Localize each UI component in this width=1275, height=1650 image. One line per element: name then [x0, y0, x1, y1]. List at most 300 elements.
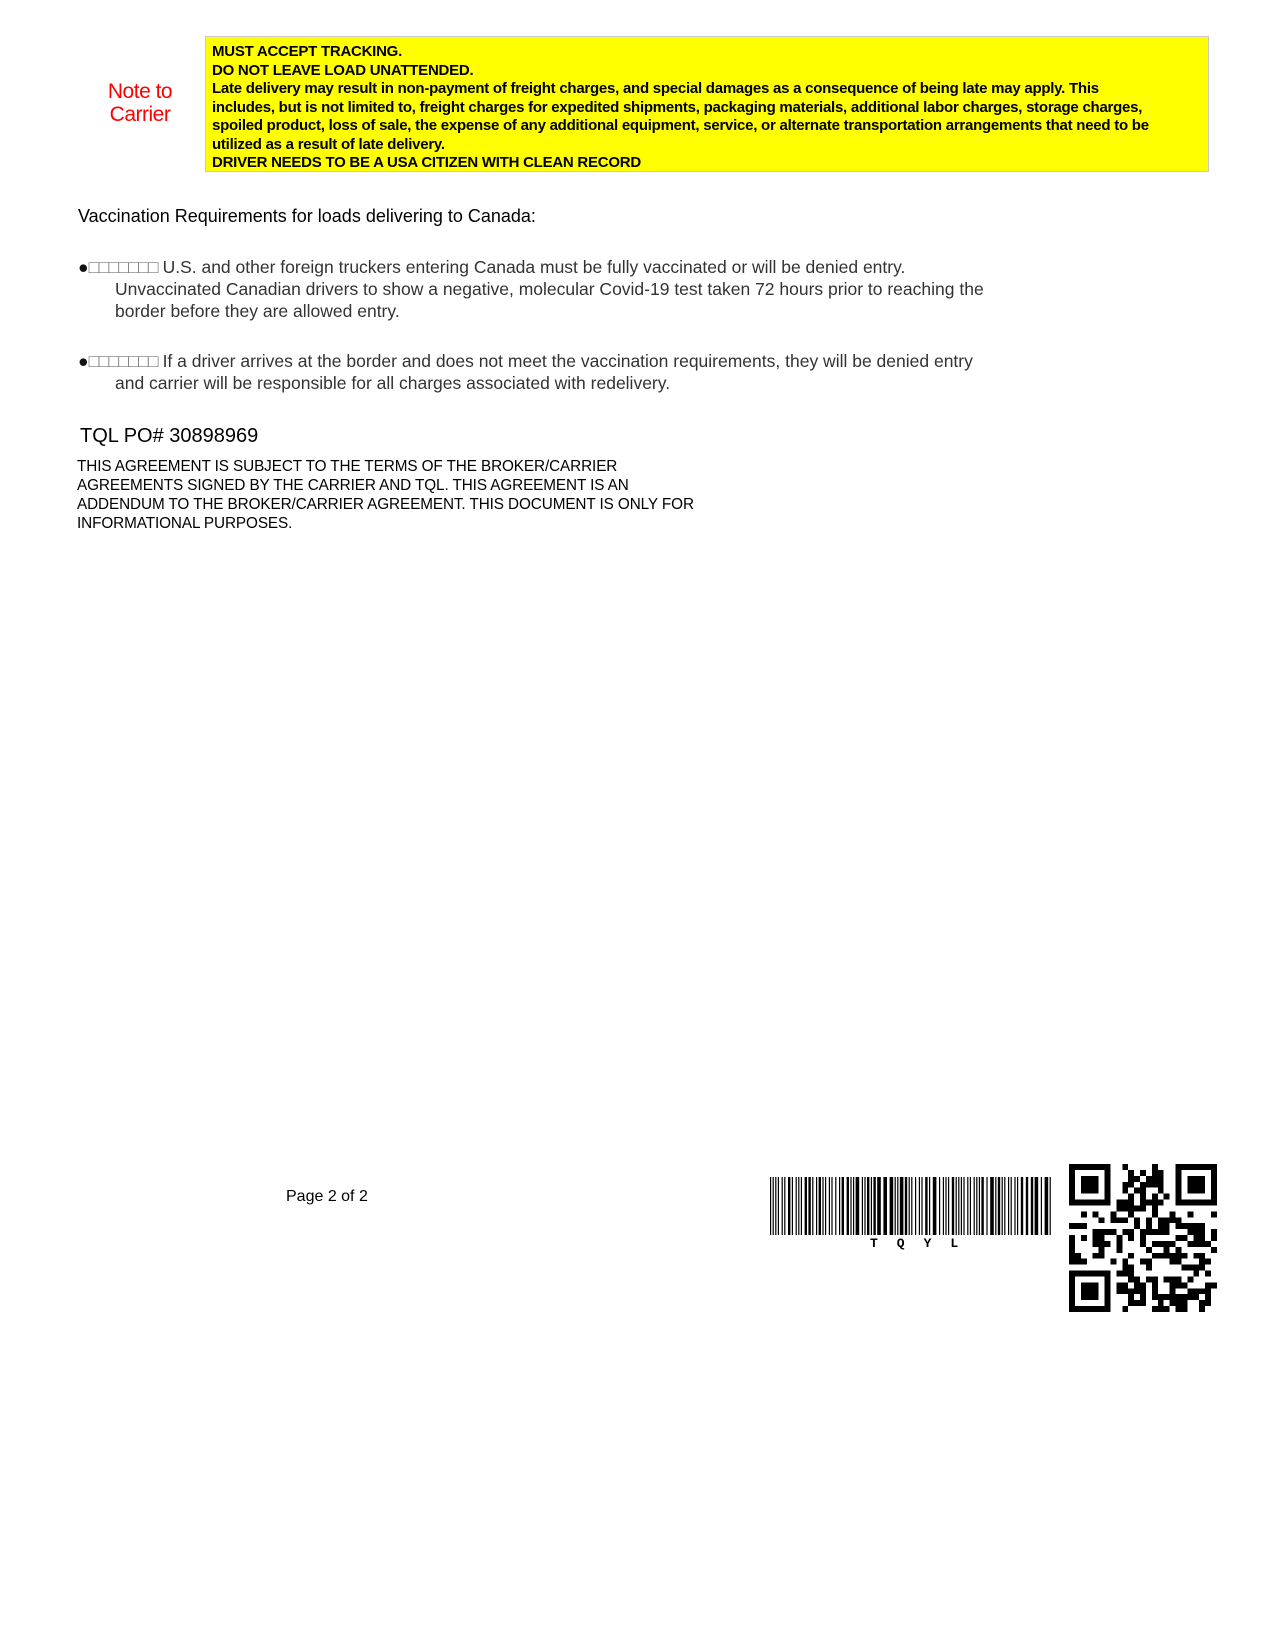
qr-module [1128, 1176, 1134, 1182]
barcode-bar [961, 1177, 962, 1235]
qr-module [1211, 1235, 1217, 1241]
qr-module [1081, 1235, 1087, 1241]
qr-module [1069, 1276, 1075, 1282]
qr-module [1164, 1306, 1170, 1312]
qr-module [1140, 1229, 1146, 1235]
qr-module [1164, 1241, 1170, 1247]
qr-module [1211, 1247, 1217, 1253]
barcode-bar [1041, 1177, 1042, 1235]
qr-module [1193, 1294, 1199, 1300]
bullet-icon: ● [78, 351, 89, 371]
qr-module [1069, 1282, 1075, 1288]
placeholder-boxes: □□□□□□□ [88, 351, 158, 371]
qr-module [1176, 1235, 1182, 1241]
qr-module [1093, 1241, 1099, 1247]
qr-module [1193, 1223, 1199, 1229]
qr-module [1199, 1188, 1205, 1194]
qr-module [1122, 1200, 1128, 1206]
qr-module [1134, 1300, 1140, 1306]
barcode-bar [847, 1177, 849, 1235]
qr-module [1187, 1229, 1193, 1235]
qr-module [1193, 1229, 1199, 1235]
qr-module [1205, 1300, 1211, 1306]
qr-module [1146, 1229, 1152, 1235]
barcode-bar [890, 1177, 894, 1235]
qr-module [1152, 1200, 1158, 1206]
qr-module [1199, 1223, 1205, 1229]
barcode-bar [792, 1177, 793, 1235]
qr-module [1199, 1164, 1205, 1170]
qr-module [1099, 1164, 1105, 1170]
barcode-bar [784, 1177, 785, 1235]
qr-module [1187, 1294, 1193, 1300]
barcode-bar [1050, 1177, 1051, 1235]
agreement-text [77, 457, 777, 533]
qr-module [1093, 1200, 1099, 1206]
qr-module [1199, 1229, 1205, 1235]
qr-module [1134, 1205, 1140, 1211]
qr-module [1116, 1241, 1122, 1247]
qr-module [1205, 1164, 1211, 1170]
barcode-bar [958, 1177, 959, 1235]
qr-module [1158, 1300, 1164, 1306]
qr-module [1146, 1265, 1152, 1271]
note-to-carrier-label [100, 80, 180, 126]
agreement-line: THIS AGREEMENT IS SUBJECT TO THE TERMS OF THE BROKER/CARRIER [77, 458, 618, 475]
qr-module [1116, 1235, 1122, 1241]
barcode-bar [1045, 1177, 1049, 1235]
qr-module [1087, 1306, 1093, 1312]
qr-module [1134, 1288, 1140, 1294]
qr-module [1187, 1276, 1193, 1282]
qr-module [1181, 1164, 1187, 1170]
qr-module [1105, 1294, 1111, 1300]
barcode-bar [850, 1177, 851, 1235]
qr-module [1176, 1247, 1182, 1253]
qr-module [1105, 1300, 1111, 1306]
qr-module [1093, 1176, 1099, 1182]
qr-module [1158, 1229, 1164, 1235]
barcode-bar [905, 1177, 907, 1235]
qr-module [1105, 1200, 1111, 1206]
qr-module [1140, 1288, 1146, 1294]
qr-module [1122, 1282, 1128, 1288]
barcode-bar [856, 1177, 860, 1235]
barcode-bar [948, 1177, 949, 1235]
qr-module [1211, 1182, 1217, 1188]
barcode-bar [1017, 1177, 1018, 1235]
qr-module [1187, 1265, 1193, 1271]
qr-module [1122, 1288, 1128, 1294]
qr-module [1081, 1306, 1087, 1312]
qr-module [1181, 1306, 1187, 1312]
qr-module [1158, 1182, 1164, 1188]
qr-module [1158, 1176, 1164, 1182]
qr-module [1164, 1247, 1170, 1253]
agreement-line: ADDENDUM TO THE BROKER/CARRIER AGREEMENT. THIS DOCUMENT IS ONLY FOR [77, 496, 694, 513]
notice-line: DO NOT LEAVE LOAD UNATTENDED. [212, 61, 474, 79]
qr-module [1170, 1282, 1176, 1288]
qr-module [1140, 1188, 1146, 1194]
qr-module [1069, 1259, 1075, 1265]
barcode-bar [842, 1177, 844, 1235]
qr-module [1128, 1205, 1134, 1211]
qr-module [1211, 1170, 1217, 1176]
qr-module [1187, 1241, 1193, 1247]
qr-module [1187, 1211, 1193, 1217]
qr-module [1170, 1253, 1176, 1259]
qr-module [1181, 1223, 1187, 1229]
qr-module [1176, 1176, 1182, 1182]
barcode-bar [812, 1177, 813, 1235]
qr-module [1093, 1306, 1099, 1312]
qr-module [1081, 1282, 1087, 1288]
qr-module [1069, 1194, 1075, 1200]
qr-module [1122, 1182, 1128, 1188]
qr-module [1069, 1170, 1075, 1176]
qr-module [1075, 1306, 1081, 1312]
qr-module [1152, 1241, 1158, 1247]
barcode-bar [782, 1177, 783, 1235]
qr-module [1193, 1176, 1199, 1182]
qr-module [1128, 1200, 1134, 1206]
barcode-bar [929, 1177, 930, 1235]
qr-module [1199, 1176, 1205, 1182]
qr-module [1187, 1182, 1193, 1188]
qr-module [1158, 1294, 1164, 1300]
barcode-bar [773, 1177, 774, 1235]
qr-module [1093, 1282, 1099, 1288]
vaccination-heading: Vaccination Requirements for loads delivering to Canada: [78, 206, 536, 226]
qr-module [1069, 1176, 1075, 1182]
qr-module [1199, 1200, 1205, 1206]
qr-module [1122, 1265, 1128, 1271]
qr-module [1081, 1271, 1087, 1277]
qr-module [1152, 1182, 1158, 1188]
qr-module [1069, 1188, 1075, 1194]
qr-module [1116, 1282, 1122, 1288]
barcode-bar [835, 1177, 836, 1235]
qr-module [1205, 1288, 1211, 1294]
qr-module [1128, 1276, 1134, 1282]
barcode-bar [1011, 1177, 1012, 1235]
qr-module [1152, 1194, 1158, 1200]
notice-line: Late delivery may result in non-payment of freight charges, and special damages as a consequence of being late may apply. This [212, 80, 1099, 97]
qr-module [1134, 1188, 1140, 1194]
qr-module [1146, 1276, 1152, 1282]
qr-module [1122, 1205, 1128, 1211]
qr-module [1140, 1294, 1146, 1300]
qr-module [1158, 1188, 1164, 1194]
qr-module [1093, 1229, 1099, 1235]
qr-module [1170, 1211, 1176, 1217]
qr-module [1087, 1271, 1093, 1277]
qr-module [1193, 1188, 1199, 1194]
barcode-bar [981, 1177, 983, 1235]
qr-module [1105, 1288, 1111, 1294]
barcode-bar [883, 1177, 887, 1235]
vaccination-item-cont: and carrier will be responsible for all charges associated with redelivery. [115, 373, 671, 393]
qr-module [1081, 1288, 1087, 1294]
note-label-line: Carrier [109, 103, 171, 126]
qr-module [1205, 1294, 1211, 1300]
qr-module [1134, 1276, 1140, 1282]
qr-module [1128, 1294, 1134, 1300]
qr-module [1099, 1271, 1105, 1277]
qr-module [1128, 1182, 1134, 1188]
qr-module [1176, 1259, 1182, 1265]
qr-module [1152, 1282, 1158, 1288]
qr-module [1128, 1271, 1134, 1277]
qr-module [1128, 1265, 1134, 1271]
qr-module [1128, 1253, 1134, 1259]
qr-module [1069, 1271, 1075, 1277]
barcode-bar [915, 1177, 916, 1235]
barcode-bar [770, 1177, 771, 1235]
notice-line: utilized as a result of late delivery. [212, 135, 445, 153]
barcode-bar [895, 1177, 896, 1235]
qr-module [1122, 1229, 1128, 1235]
qr-module [1105, 1182, 1111, 1188]
qr-module [1199, 1182, 1205, 1188]
carrier-notice-box [205, 36, 1209, 172]
barcode-bar [816, 1177, 817, 1235]
qr-module [1087, 1282, 1093, 1288]
qr-module [1122, 1188, 1128, 1194]
qr-module [1069, 1182, 1075, 1188]
qr-module [1199, 1265, 1205, 1271]
barcode-bar [990, 1177, 994, 1235]
qr-module [1211, 1194, 1217, 1200]
qr-module [1110, 1229, 1116, 1235]
barcode-bar [867, 1177, 869, 1235]
qr-module [1152, 1229, 1158, 1235]
qr-module [1146, 1200, 1152, 1206]
barcode-bar [900, 1177, 904, 1235]
qr-module [1099, 1247, 1105, 1253]
notice-line: MUST ACCEPT TRACKING. [212, 43, 403, 60]
qr-module [1176, 1282, 1182, 1288]
qr-module [1093, 1211, 1099, 1217]
qr-module [1075, 1200, 1081, 1206]
qr-module [1176, 1253, 1182, 1259]
qr-module [1176, 1188, 1182, 1194]
barcode-bar [897, 1177, 898, 1235]
qr-module [1128, 1211, 1134, 1217]
barcode-bar [822, 1177, 823, 1235]
qr-module [1105, 1194, 1111, 1200]
qr-module [1128, 1170, 1134, 1176]
qr-module [1140, 1259, 1146, 1265]
qr-module [1176, 1217, 1182, 1223]
qr-module [1116, 1271, 1122, 1277]
qr-module [1081, 1259, 1087, 1265]
barcode-bar [877, 1177, 881, 1235]
qr-module [1105, 1271, 1111, 1277]
qr-module [1099, 1306, 1105, 1312]
barcode-bar [1002, 1177, 1003, 1235]
qr-module [1081, 1182, 1087, 1188]
qr-module [1093, 1288, 1099, 1294]
barcode-bar [1035, 1177, 1039, 1235]
qr-module [1116, 1200, 1122, 1206]
notice-line: DRIVER NEEDS TO BE A USA CITIZEN WITH CLEAN RECORD [212, 154, 641, 171]
qr-module [1146, 1223, 1152, 1229]
qr-module [1199, 1300, 1205, 1306]
barcode-bar [801, 1177, 802, 1235]
barcode-bar [967, 1177, 968, 1235]
barcode-bar [921, 1177, 922, 1235]
barcode-bar [775, 1177, 776, 1235]
qr-module [1170, 1241, 1176, 1247]
qr-module [1093, 1164, 1099, 1170]
qr-module [1105, 1241, 1111, 1247]
qr-module [1211, 1176, 1217, 1182]
qr-module [1146, 1259, 1152, 1265]
qr-module [1116, 1217, 1122, 1223]
qr-module [1128, 1288, 1134, 1294]
qr-module [1164, 1294, 1170, 1300]
qr-module [1152, 1205, 1158, 1211]
qr-module [1187, 1164, 1193, 1170]
barcode-bar [1008, 1177, 1009, 1235]
barcode-bar [805, 1177, 807, 1235]
barcode-bar [911, 1177, 912, 1235]
qr-module [1140, 1182, 1146, 1188]
qr-module [1116, 1288, 1122, 1294]
qr-module [1187, 1188, 1193, 1194]
qr-module [1211, 1188, 1217, 1194]
po-number: TQL PO# 30898969 [80, 425, 259, 447]
qr-module [1152, 1170, 1158, 1176]
qr-module [1093, 1294, 1099, 1300]
qr-module [1081, 1223, 1087, 1229]
barcode-bar [873, 1177, 875, 1235]
qr-module [1176, 1170, 1182, 1176]
qr-module [1176, 1276, 1182, 1282]
qr-module [1176, 1300, 1182, 1306]
qr-module [1093, 1182, 1099, 1188]
barcode-bar [831, 1177, 832, 1235]
qr-module [1176, 1164, 1182, 1170]
qr-module [1170, 1217, 1176, 1223]
barcode-bar [998, 1177, 1000, 1235]
qr-module [1158, 1241, 1164, 1247]
barcode-bar [1004, 1177, 1005, 1235]
barcode-bar [798, 1177, 799, 1235]
qr-module [1140, 1205, 1146, 1211]
qr-module [1087, 1288, 1093, 1294]
qr-module [1193, 1265, 1199, 1271]
qr-module [1187, 1176, 1193, 1182]
qr-module [1140, 1241, 1146, 1247]
qr-module [1087, 1294, 1093, 1300]
qr-module [1158, 1217, 1164, 1223]
barcode-bar [933, 1177, 937, 1235]
barcode-bar [952, 1177, 954, 1235]
qr-module [1075, 1271, 1081, 1277]
qr-module [1093, 1253, 1099, 1259]
qr-module [1069, 1300, 1075, 1306]
qr-module [1081, 1176, 1087, 1182]
qr-module [1093, 1235, 1099, 1241]
qr-module [1146, 1217, 1152, 1223]
barcode-bar [778, 1177, 779, 1235]
qr-module [1134, 1176, 1140, 1182]
barcode-bar [808, 1177, 810, 1235]
barcode-bar [1021, 1177, 1023, 1235]
barcode-bar [995, 1177, 996, 1235]
qr-module [1205, 1241, 1211, 1247]
qr-module [1199, 1288, 1205, 1294]
qr-module [1199, 1235, 1205, 1241]
qr-module [1193, 1200, 1199, 1206]
qr-module [1146, 1182, 1152, 1188]
qr-module [1134, 1223, 1140, 1229]
qr-module [1170, 1294, 1176, 1300]
barcode-bar [974, 1177, 975, 1235]
agreement-line: INFORMATIONAL PURPOSES. [77, 515, 293, 532]
qr-module [1105, 1188, 1111, 1194]
barcode-bar [819, 1177, 821, 1235]
barcode-bar [909, 1177, 910, 1235]
barcode-bar [986, 1177, 987, 1235]
qr-module [1134, 1217, 1140, 1223]
barcode-bar [919, 1177, 920, 1235]
barcode-bar [839, 1177, 840, 1235]
qr-module [1122, 1217, 1128, 1223]
qr-module [1181, 1200, 1187, 1206]
qr-module [1146, 1247, 1152, 1253]
barcode-bar [963, 1177, 964, 1235]
qr-module [1193, 1271, 1199, 1277]
qr-module [1075, 1223, 1081, 1229]
qr-module [1099, 1200, 1105, 1206]
qr-module [1170, 1259, 1176, 1265]
qr-module [1152, 1294, 1158, 1300]
qr-module [1140, 1282, 1146, 1288]
placeholder-boxes: □□□□□□□ [88, 257, 158, 277]
qr-module [1199, 1253, 1205, 1259]
qr-module [1176, 1294, 1182, 1300]
qr-module [1122, 1306, 1128, 1312]
qr-module [1181, 1282, 1187, 1288]
qr-module [1187, 1200, 1193, 1206]
barcode-bar [979, 1177, 980, 1235]
qr-code [1069, 1164, 1217, 1312]
qr-module [1105, 1164, 1111, 1170]
qr-module [1093, 1271, 1099, 1277]
barcode-bar [853, 1177, 854, 1235]
qr-module [1105, 1276, 1111, 1282]
qr-module [1164, 1223, 1170, 1229]
qr-module [1140, 1300, 1146, 1306]
barcode-bar [925, 1177, 927, 1235]
qr-module [1193, 1253, 1199, 1259]
qr-module [1211, 1164, 1217, 1170]
qr-module [1128, 1300, 1134, 1306]
barcode-bar [970, 1177, 971, 1235]
qr-module [1152, 1176, 1158, 1182]
qr-module [1069, 1288, 1075, 1294]
qr-module [1164, 1229, 1170, 1235]
notice-line: includes, but is not limited to, freight charges for expedited shipments, packaging materials, additional labor charges, storage charges, [212, 98, 1143, 116]
qr-module [1087, 1164, 1093, 1170]
barcode-bar [943, 1177, 944, 1235]
qr-module [1170, 1300, 1176, 1306]
qr-module [1193, 1241, 1199, 1247]
barcode [770, 1177, 1054, 1235]
